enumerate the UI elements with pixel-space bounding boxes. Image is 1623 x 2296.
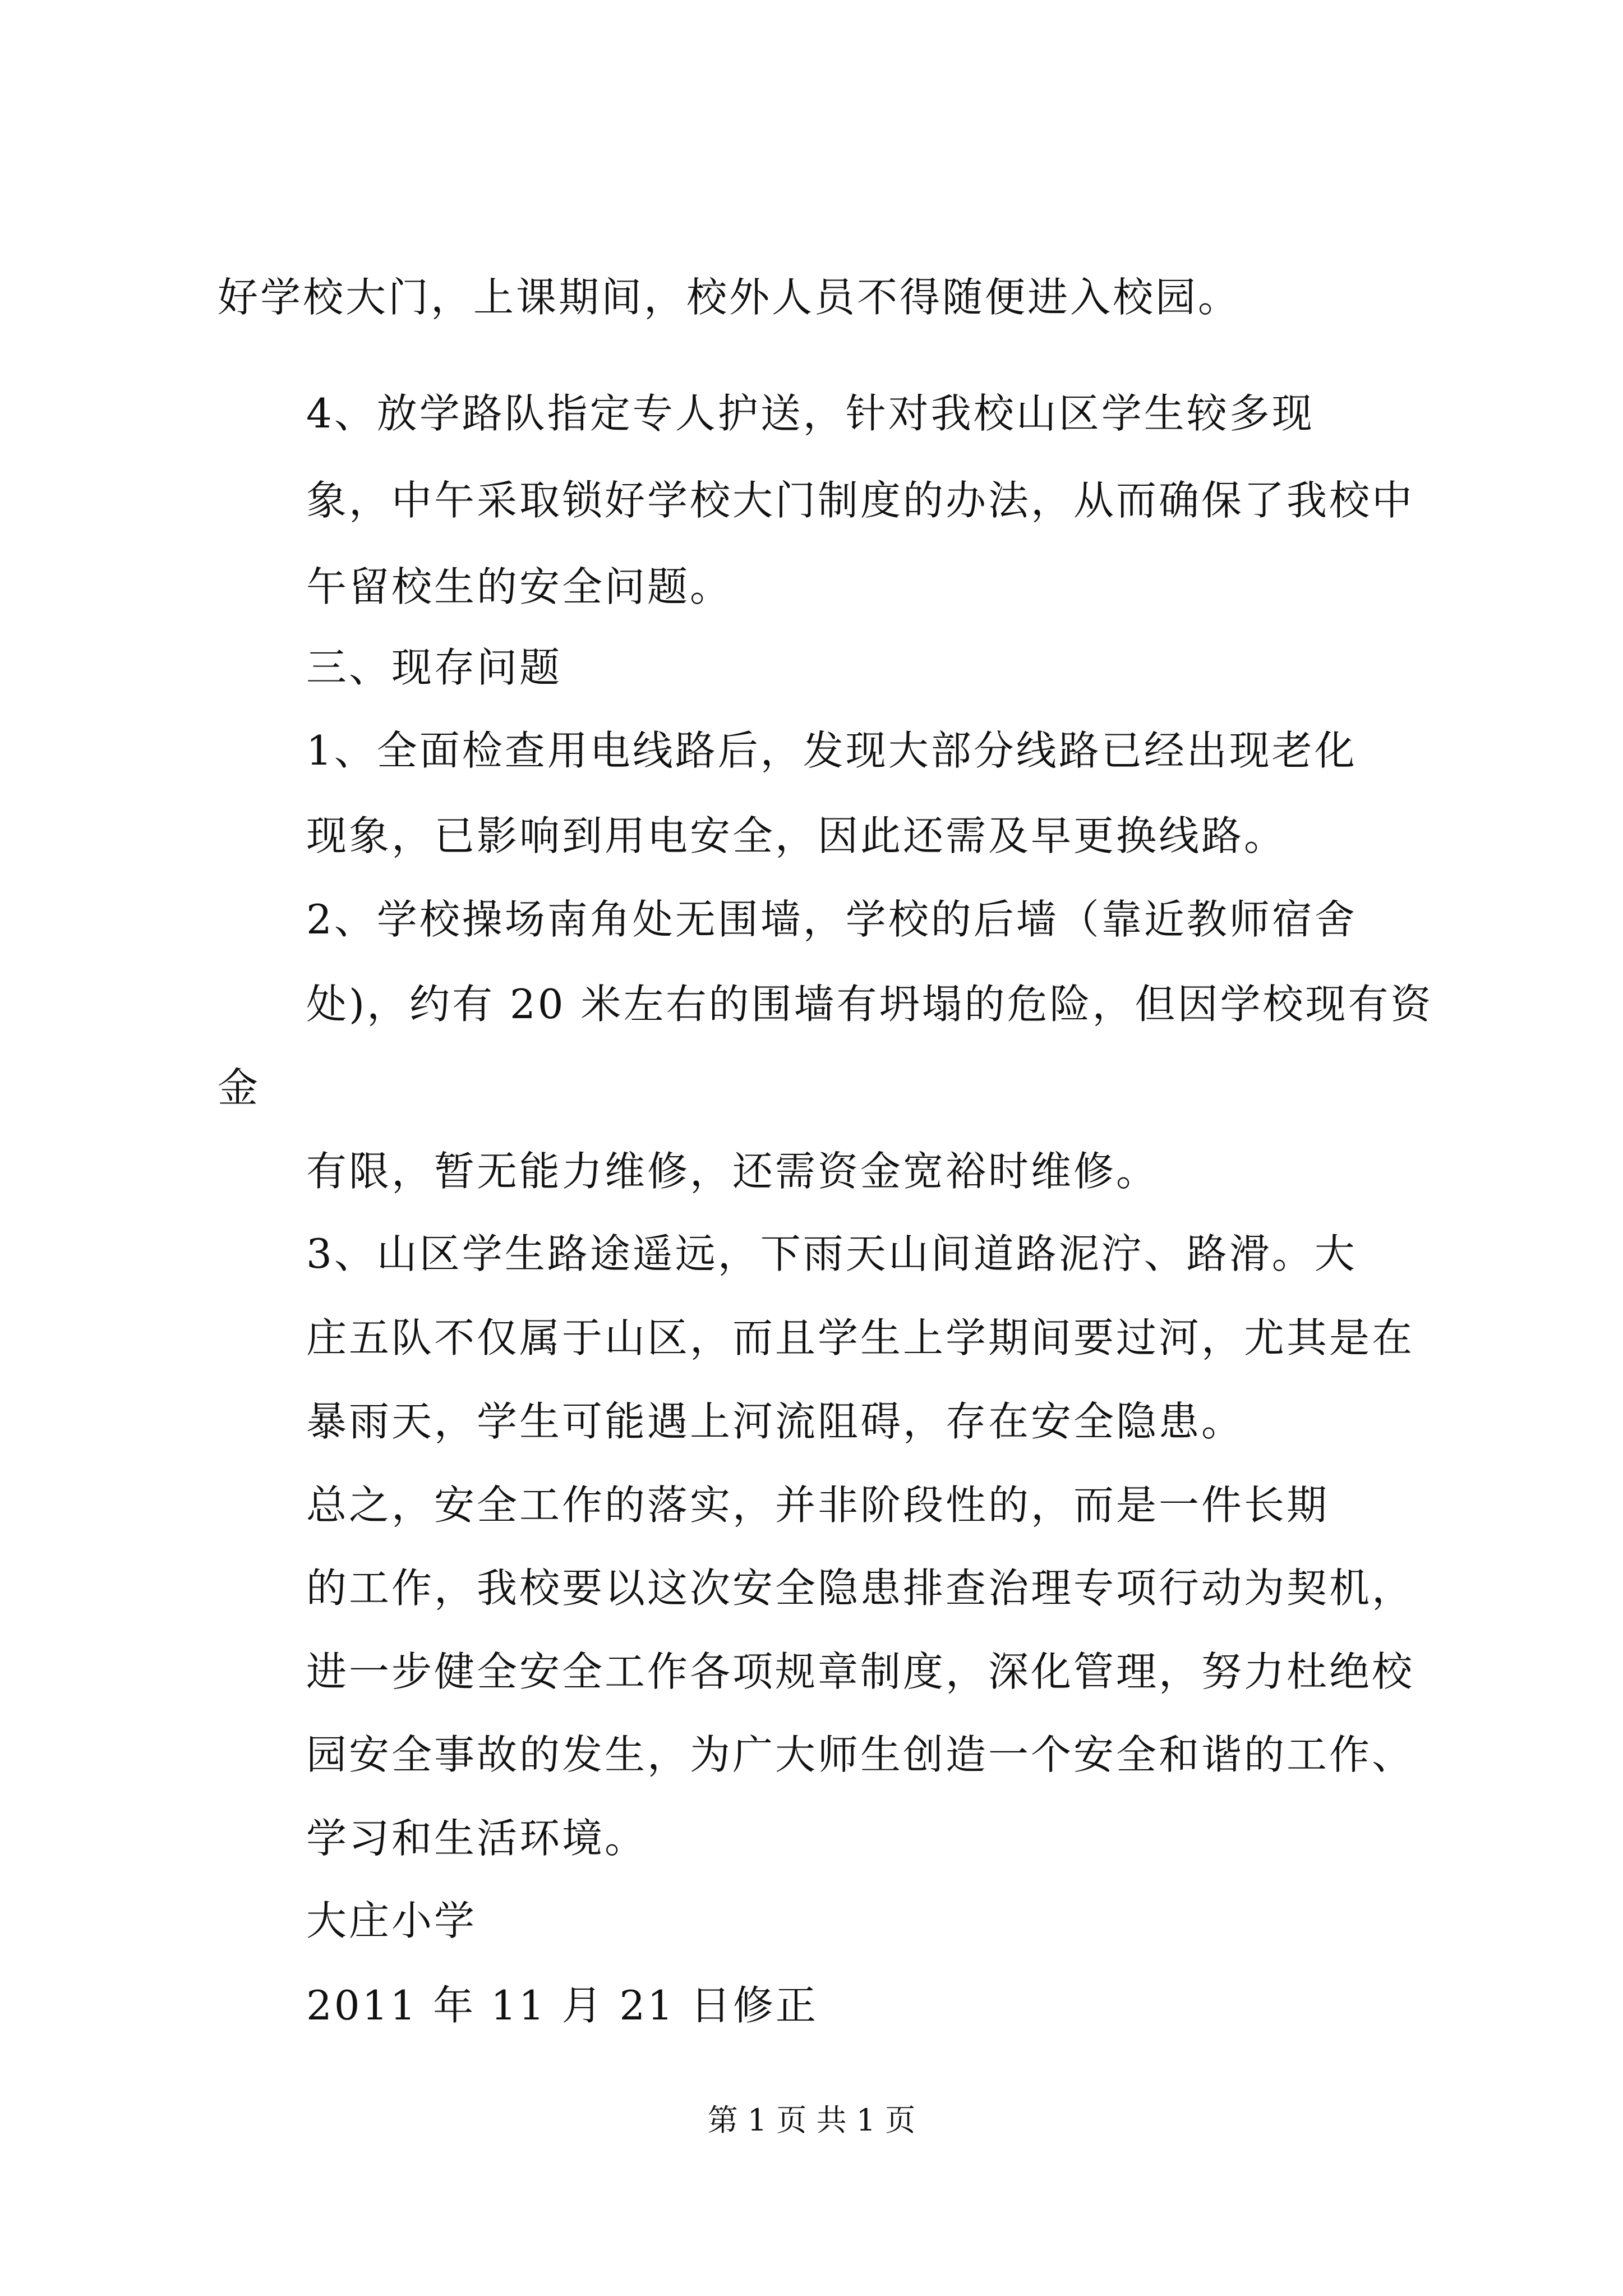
text-line: 金 (218, 1064, 261, 1111)
text-line: 总之，安全工作的落实，并非阶段性的，而是一件长期 (306, 1481, 1330, 1529)
signature-date: 2011 年 11 月 21 日修正 (306, 1982, 818, 2029)
text-line: 暴雨天，学生可能遇上河流阻碍，存在安全隐患。 (306, 1398, 1244, 1445)
text-line: 庄五队不仅属于山区，而且学生上学期间要过河，尤其是在 (306, 1314, 1415, 1361)
text-line: 1、全面检查用电线路后，发现大部分线路已经出现老化 (306, 727, 1357, 774)
text-line: 学习和生活环境。 (306, 1815, 648, 1862)
text-line: 有限，暂无能力维修，还需资金宽裕时维修。 (306, 1148, 1159, 1195)
text-line: 4、放学路队指定专人护送，针对我校山区学生较多现 (306, 390, 1315, 437)
text-line: 现象，已影响到用电安全，因此还需及早更换线路。 (306, 812, 1287, 859)
text-line: 进一步健全安全工作各项规章制度，深化管理，努力杜绝校 (306, 1648, 1415, 1695)
text-line: 象，中午采取锁好学校大门制度的办法，从而确保了我校中 (306, 477, 1415, 524)
text-line: 3、山区学生路途遥远，下雨天山间道路泥泞、路滑。大 (306, 1230, 1357, 1277)
text-line: 处)，约有 20 米左右的围墙有坍塌的危险，但因学校现有资 (306, 981, 1433, 1028)
text-line: 的工作，我校要以这次安全隐患排查治理专项行动为契机， (306, 1565, 1415, 1612)
text-line: 园安全事故的发生，为广大师生创造一个安全和谐的工作、 (306, 1731, 1415, 1778)
section-heading: 三、现存问题 (306, 644, 562, 691)
text-line: 好学校大门，上课期间，校外人员不得随便进入校园。 (218, 274, 1241, 321)
page-footer: 第 1 页 共 1 页 (707, 2102, 916, 2138)
text-line: 2、学校操场南角处无围墙，学校的后墙（靠近教师宿舍 (306, 896, 1357, 943)
text-line: 午留校生的安全问题。 (306, 563, 733, 610)
signature-name: 大庄小学 (306, 1897, 477, 1944)
